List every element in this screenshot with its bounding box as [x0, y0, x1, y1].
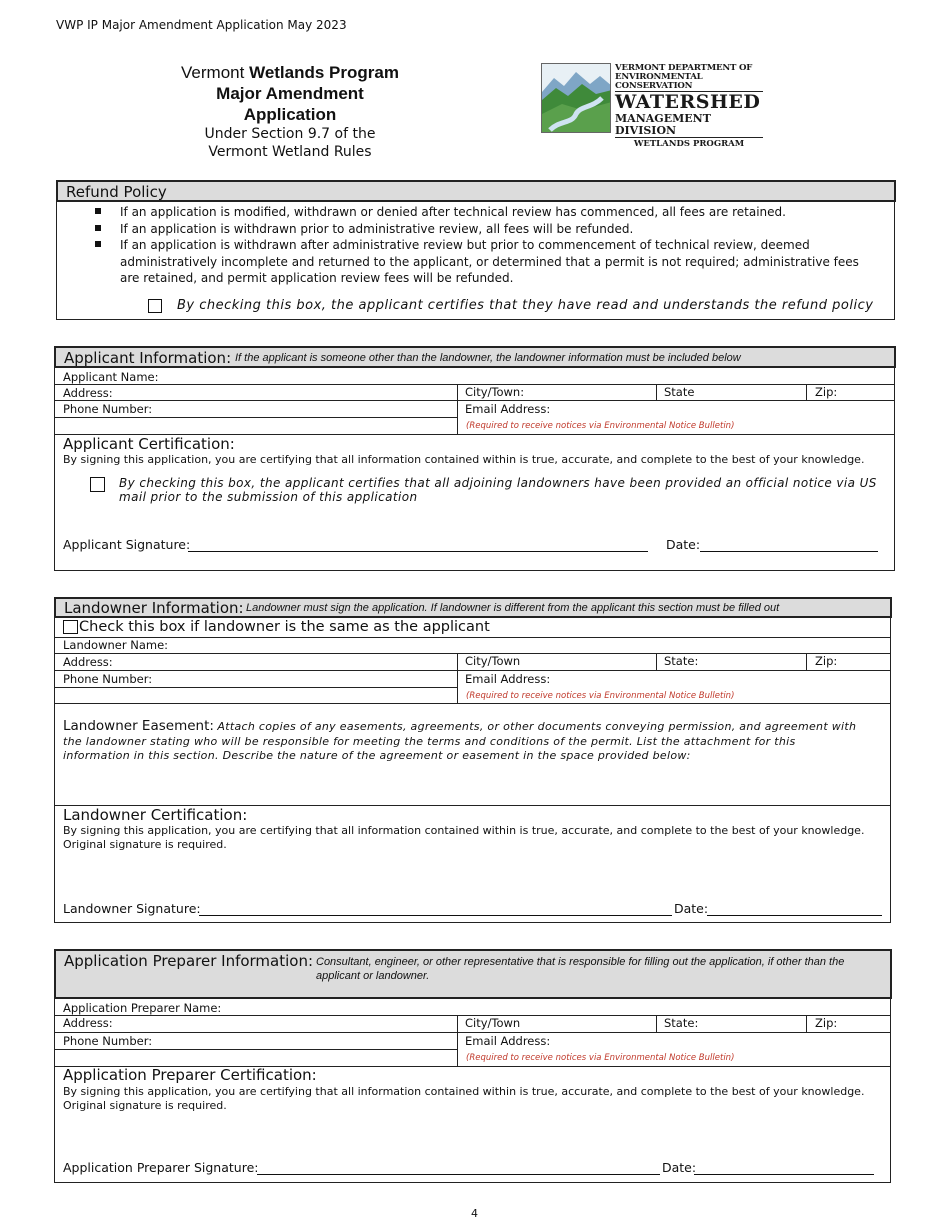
landowner-zip-field[interactable]: Zip: [815, 654, 838, 668]
dec-logo [541, 63, 763, 149]
applicant-cert-text: By signing this application, you are certifying that all information contained within is true, accurate, and complete to the best of your knowledge. [63, 453, 865, 466]
refund-check-label: By checking this box, the applicant certifies that they have read and understands the refund policy [177, 298, 874, 313]
preparer-title: Application Preparer Information: [64, 952, 314, 970]
applicant-state-field[interactable]: State [664, 385, 695, 399]
landowner-header [54, 597, 892, 618]
landowner-cert-title: Landowner Certification: [63, 806, 248, 824]
preparer-address-field[interactable]: Address: [63, 1016, 113, 1030]
preparer-cert-text: By signing this application, you are certifying that all information contained within is true, accurate, and complete to the best of your knowledge. [63, 1085, 865, 1098]
logo-line4: WETLANDS PROGRAM [633, 139, 745, 149]
landowner-date-line[interactable] [707, 915, 882, 916]
preparer-signature-label: Application Preparer Signature: [63, 1160, 259, 1175]
landowner-signature-label: Landowner Signature: [63, 901, 201, 916]
preparer-date-line[interactable] [694, 1174, 874, 1175]
landowner-email-field[interactable]: Email Address: [465, 672, 551, 686]
applicant-cert-title: Applicant Certification: [63, 435, 235, 453]
landowner-note: Landowner must sign the application. If landowner is different from the applicant this section must be filled out [246, 602, 780, 614]
landowner-same-checkbox[interactable] [63, 620, 78, 634]
landowner-city-field[interactable]: City/Town [465, 654, 521, 668]
watershed-logo-icon [541, 63, 611, 133]
landowner-email-note: (Required to receive notices via Environmental Notice Bulletin) [466, 691, 735, 701]
list-item: If an application is withdrawn prior to administrative review, all fees will be refunded. [94, 221, 874, 238]
landowner-cert-text: By signing this application, you are certifying that all information contained within is true, accurate, and complete to the best of your knowledge. [63, 824, 865, 837]
list-item: If an application is withdrawn after administrative review but prior to commencement of technical review, deemed administratively incomplete and returned to the applicant, or determined that a permit is not required; administrative fees are retained, and permit application review fees will be refunded. [94, 237, 874, 287]
preparer-date-label: Date: [662, 1160, 697, 1175]
landowner-easement-title: Landowner Easement: [63, 718, 214, 734]
refund-bullets [94, 204, 874, 287]
preparer-cert-title: Application Preparer Certification: [63, 1066, 317, 1084]
applicant-header [54, 346, 896, 368]
landowner-same-label: Check this box if landowner is the same as the applicant [79, 619, 490, 635]
landowner-name-field[interactable]: Landowner Name: [63, 638, 169, 652]
applicant-phone-field[interactable]: Phone Number: [63, 402, 153, 416]
applicant-address-field[interactable]: Address: [63, 386, 113, 400]
applicant-email-field[interactable]: Email Address: [465, 402, 551, 416]
applicant-date-label: Date: [666, 537, 701, 552]
adjoining-landowners-label: By checking this box, the applicant certifies that all adjoining landowners have been provided an official notice via US mail prior to the submission of this application [119, 476, 877, 504]
preparer-signature-line[interactable] [257, 1174, 660, 1175]
applicant-city-field[interactable]: City/Town: [465, 385, 525, 399]
adjoining-landowners-checkbox[interactable] [90, 477, 105, 492]
logo-line1: VERMONT DEPARTMENT OF ENVIRONMENTAL CONSERVATION [615, 64, 763, 92]
refund-title: Refund Policy [66, 183, 167, 201]
document-id: VWP IP Major Amendment Application May 2023 [56, 18, 347, 32]
applicant-name-field[interactable]: Applicant Name: [63, 370, 159, 384]
landowner-easement [63, 719, 863, 764]
page-number: 4 [471, 1207, 478, 1220]
preparer-note: Consultant, engineer, or other representative that is responsible for filling out the application, if other than the applicant or landowner. [316, 956, 845, 982]
preparer-city-field[interactable]: City/Town [465, 1016, 521, 1030]
applicant-title: Applicant Information: [64, 349, 232, 367]
preparer-zip-field[interactable]: Zip: [815, 1016, 838, 1030]
landowner-title: Landowner Information: [64, 599, 244, 617]
landowner-address-field[interactable]: Address: [63, 655, 113, 669]
applicant-signature-line[interactable] [188, 551, 648, 552]
list-item: If an application is modified, withdrawn or denied after technical review has commenced, all fees are retained. [94, 204, 874, 221]
applicant-zip-field[interactable]: Zip: [815, 385, 838, 399]
landowner-state-field[interactable]: State: [664, 654, 699, 668]
preparer-email-note: (Required to receive notices via Environmental Notice Bulletin) [466, 1053, 735, 1063]
landowner-signature-line[interactable] [199, 915, 672, 916]
refund-checkbox[interactable] [148, 299, 162, 313]
landowner-phone-field[interactable]: Phone Number: [63, 672, 153, 686]
refund-header [56, 180, 896, 202]
applicant-date-line[interactable] [700, 551, 878, 552]
logo-line3: MANAGEMENT DIVISION [615, 113, 763, 138]
logo-line2: WATERSHED [615, 91, 761, 113]
preparer-name-field[interactable]: Application Preparer Name: [63, 1001, 222, 1015]
preparer-phone-field[interactable]: Phone Number: [63, 1034, 153, 1048]
landowner-easement-text: Attach copies of any easements, agreements, or other documents conveying permission, and agreement with the landowner stating who will be responsible for meeting the terms and conditions of the permit. List the attachment for this information in this section. Describe the nature of the agreement or easement in the space provided below: [63, 720, 857, 762]
applicant-note: If the applicant is someone other than the landowner, the landowner information must be included below [235, 352, 741, 364]
landowner-date-label: Date: [674, 901, 709, 916]
preparer-cert-text2: Original signature is required. [63, 1099, 227, 1112]
applicant-signature-label: Applicant Signature: [63, 537, 191, 552]
preparer-email-field[interactable]: Email Address: [465, 1034, 551, 1048]
landowner-cert-text2: Original signature is required. [63, 838, 227, 851]
preparer-state-field[interactable]: State: [664, 1016, 699, 1030]
page-title: Vermont Wetlands Program Major Amendment Application Under Section 9.7 of the Vermont Wetland Rules [181, 63, 399, 160]
preparer-header [54, 949, 892, 999]
applicant-email-note: (Required to receive notices via Environmental Notice Bulletin) [466, 421, 735, 431]
